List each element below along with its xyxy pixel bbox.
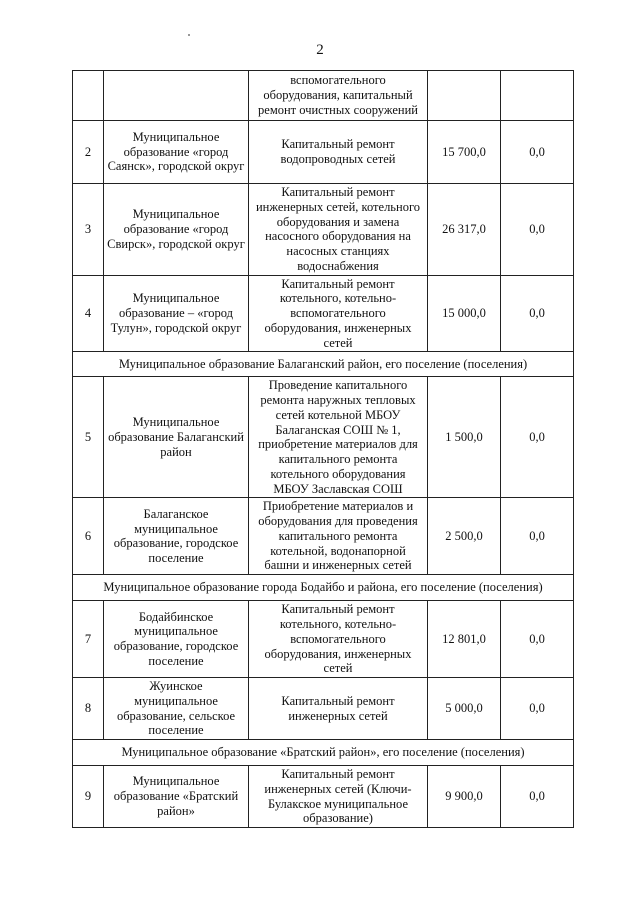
amount-cell: 15 700,0 bbox=[428, 121, 501, 184]
row-number-cell bbox=[73, 71, 104, 121]
row-number-cell: 9 bbox=[73, 766, 104, 828]
row-number-cell: 3 bbox=[73, 184, 104, 276]
entity-cell: Муниципальное образование – «город Тулун», городской округ bbox=[104, 275, 249, 352]
table-row bbox=[73, 184, 574, 276]
entity-cell: Муниципальное образование «Братский район» bbox=[104, 766, 249, 828]
works-cell: Капитальный ремонт котельного, котельно-вспомогательного оборудования, инженерных сетей bbox=[249, 601, 428, 678]
works-cell: Проведение капитального ремонта наружных тепловых сетей котельной МБОУ Балаганская СОШ № 1, приобретение материалов для капитального ремонта котельного оборудования МБОУ Заславская СОШ bbox=[249, 377, 428, 498]
amount-cell: 2 500,0 bbox=[428, 498, 501, 575]
other-cell: 0,0 bbox=[501, 601, 574, 678]
works-cell: Капитальный ремонт инженерных сетей bbox=[249, 678, 428, 740]
section-row bbox=[73, 575, 574, 601]
entity-cell: Жуинское муниципальное образование, сельское поселение bbox=[104, 678, 249, 740]
amount-cell bbox=[428, 71, 501, 121]
works-cell: Капитальный ремонт водопроводных сетей bbox=[249, 121, 428, 184]
funding-table-body bbox=[73, 71, 574, 828]
other-cell: 0,0 bbox=[501, 766, 574, 828]
entity-cell: Муниципальное образование «город Свирск», городской округ bbox=[104, 184, 249, 276]
table-row bbox=[73, 71, 574, 121]
other-cell bbox=[501, 71, 574, 121]
other-cell: 0,0 bbox=[501, 678, 574, 740]
other-cell: 0,0 bbox=[501, 275, 574, 352]
row-number-cell: 2 bbox=[73, 121, 104, 184]
entity-cell: Муниципальное образование Балаганский район bbox=[104, 377, 249, 498]
amount-cell: 9 900,0 bbox=[428, 766, 501, 828]
other-cell: 0,0 bbox=[501, 121, 574, 184]
amount-cell: 1 500,0 bbox=[428, 377, 501, 498]
entity-cell: Балаганское муниципальное образование, городское поселение bbox=[104, 498, 249, 575]
table-row bbox=[73, 498, 574, 575]
row-number-cell: 7 bbox=[73, 601, 104, 678]
section-title: Муниципальное образование Балаганский район, его поселение (поселения) bbox=[73, 352, 574, 377]
other-cell: 0,0 bbox=[501, 498, 574, 575]
table-row bbox=[73, 766, 574, 828]
entity-cell: Бодайбинское муниципальное образование, городское поселение bbox=[104, 601, 249, 678]
works-cell: Капитальный ремонт инженерных сетей (Ключи-Булакское муниципальное образование) bbox=[249, 766, 428, 828]
section-row bbox=[73, 740, 574, 766]
amount-cell: 26 317,0 bbox=[428, 184, 501, 276]
section-title: Муниципальное образование «Братский район», его поселение (поселения) bbox=[73, 740, 574, 766]
amount-cell: 15 000,0 bbox=[428, 275, 501, 352]
works-cell: Капитальный ремонт инженерных сетей, котельного оборудования и замена насосного оборудования на насосных станциях водоснабжения bbox=[249, 184, 428, 276]
works-cell: Капитальный ремонт котельного, котельно-вспомогательного оборудования, инженерных сетей bbox=[249, 275, 428, 352]
table-row bbox=[73, 377, 574, 498]
scan-speck bbox=[188, 34, 190, 36]
section-title: Муниципальное образование города Бодайбо и района, его поселение (поселения) bbox=[73, 575, 574, 601]
row-number-cell: 6 bbox=[73, 498, 104, 575]
works-cell: Приобретение материалов и оборудования для проведения капитального ремонта котельной, водонапорной башни и инженерных сетей bbox=[249, 498, 428, 575]
table-row bbox=[73, 121, 574, 184]
page-number: 2 bbox=[316, 42, 324, 58]
row-number-cell: 8 bbox=[73, 678, 104, 740]
row-number-cell: 5 bbox=[73, 377, 104, 498]
works-cell: вспомогательного оборудования, капитальный ремонт очистных сооружений bbox=[249, 71, 428, 121]
section-row bbox=[73, 352, 574, 377]
entity-cell: Муниципальное образование «город Саянск», городской округ bbox=[104, 121, 249, 184]
entity-cell bbox=[104, 71, 249, 121]
funding-table bbox=[72, 70, 574, 828]
table-row bbox=[73, 601, 574, 678]
row-number-cell: 4 bbox=[73, 275, 104, 352]
table-row bbox=[73, 275, 574, 352]
amount-cell: 5 000,0 bbox=[428, 678, 501, 740]
amount-cell: 12 801,0 bbox=[428, 601, 501, 678]
other-cell: 0,0 bbox=[501, 377, 574, 498]
other-cell: 0,0 bbox=[501, 184, 574, 276]
table-row bbox=[73, 678, 574, 740]
